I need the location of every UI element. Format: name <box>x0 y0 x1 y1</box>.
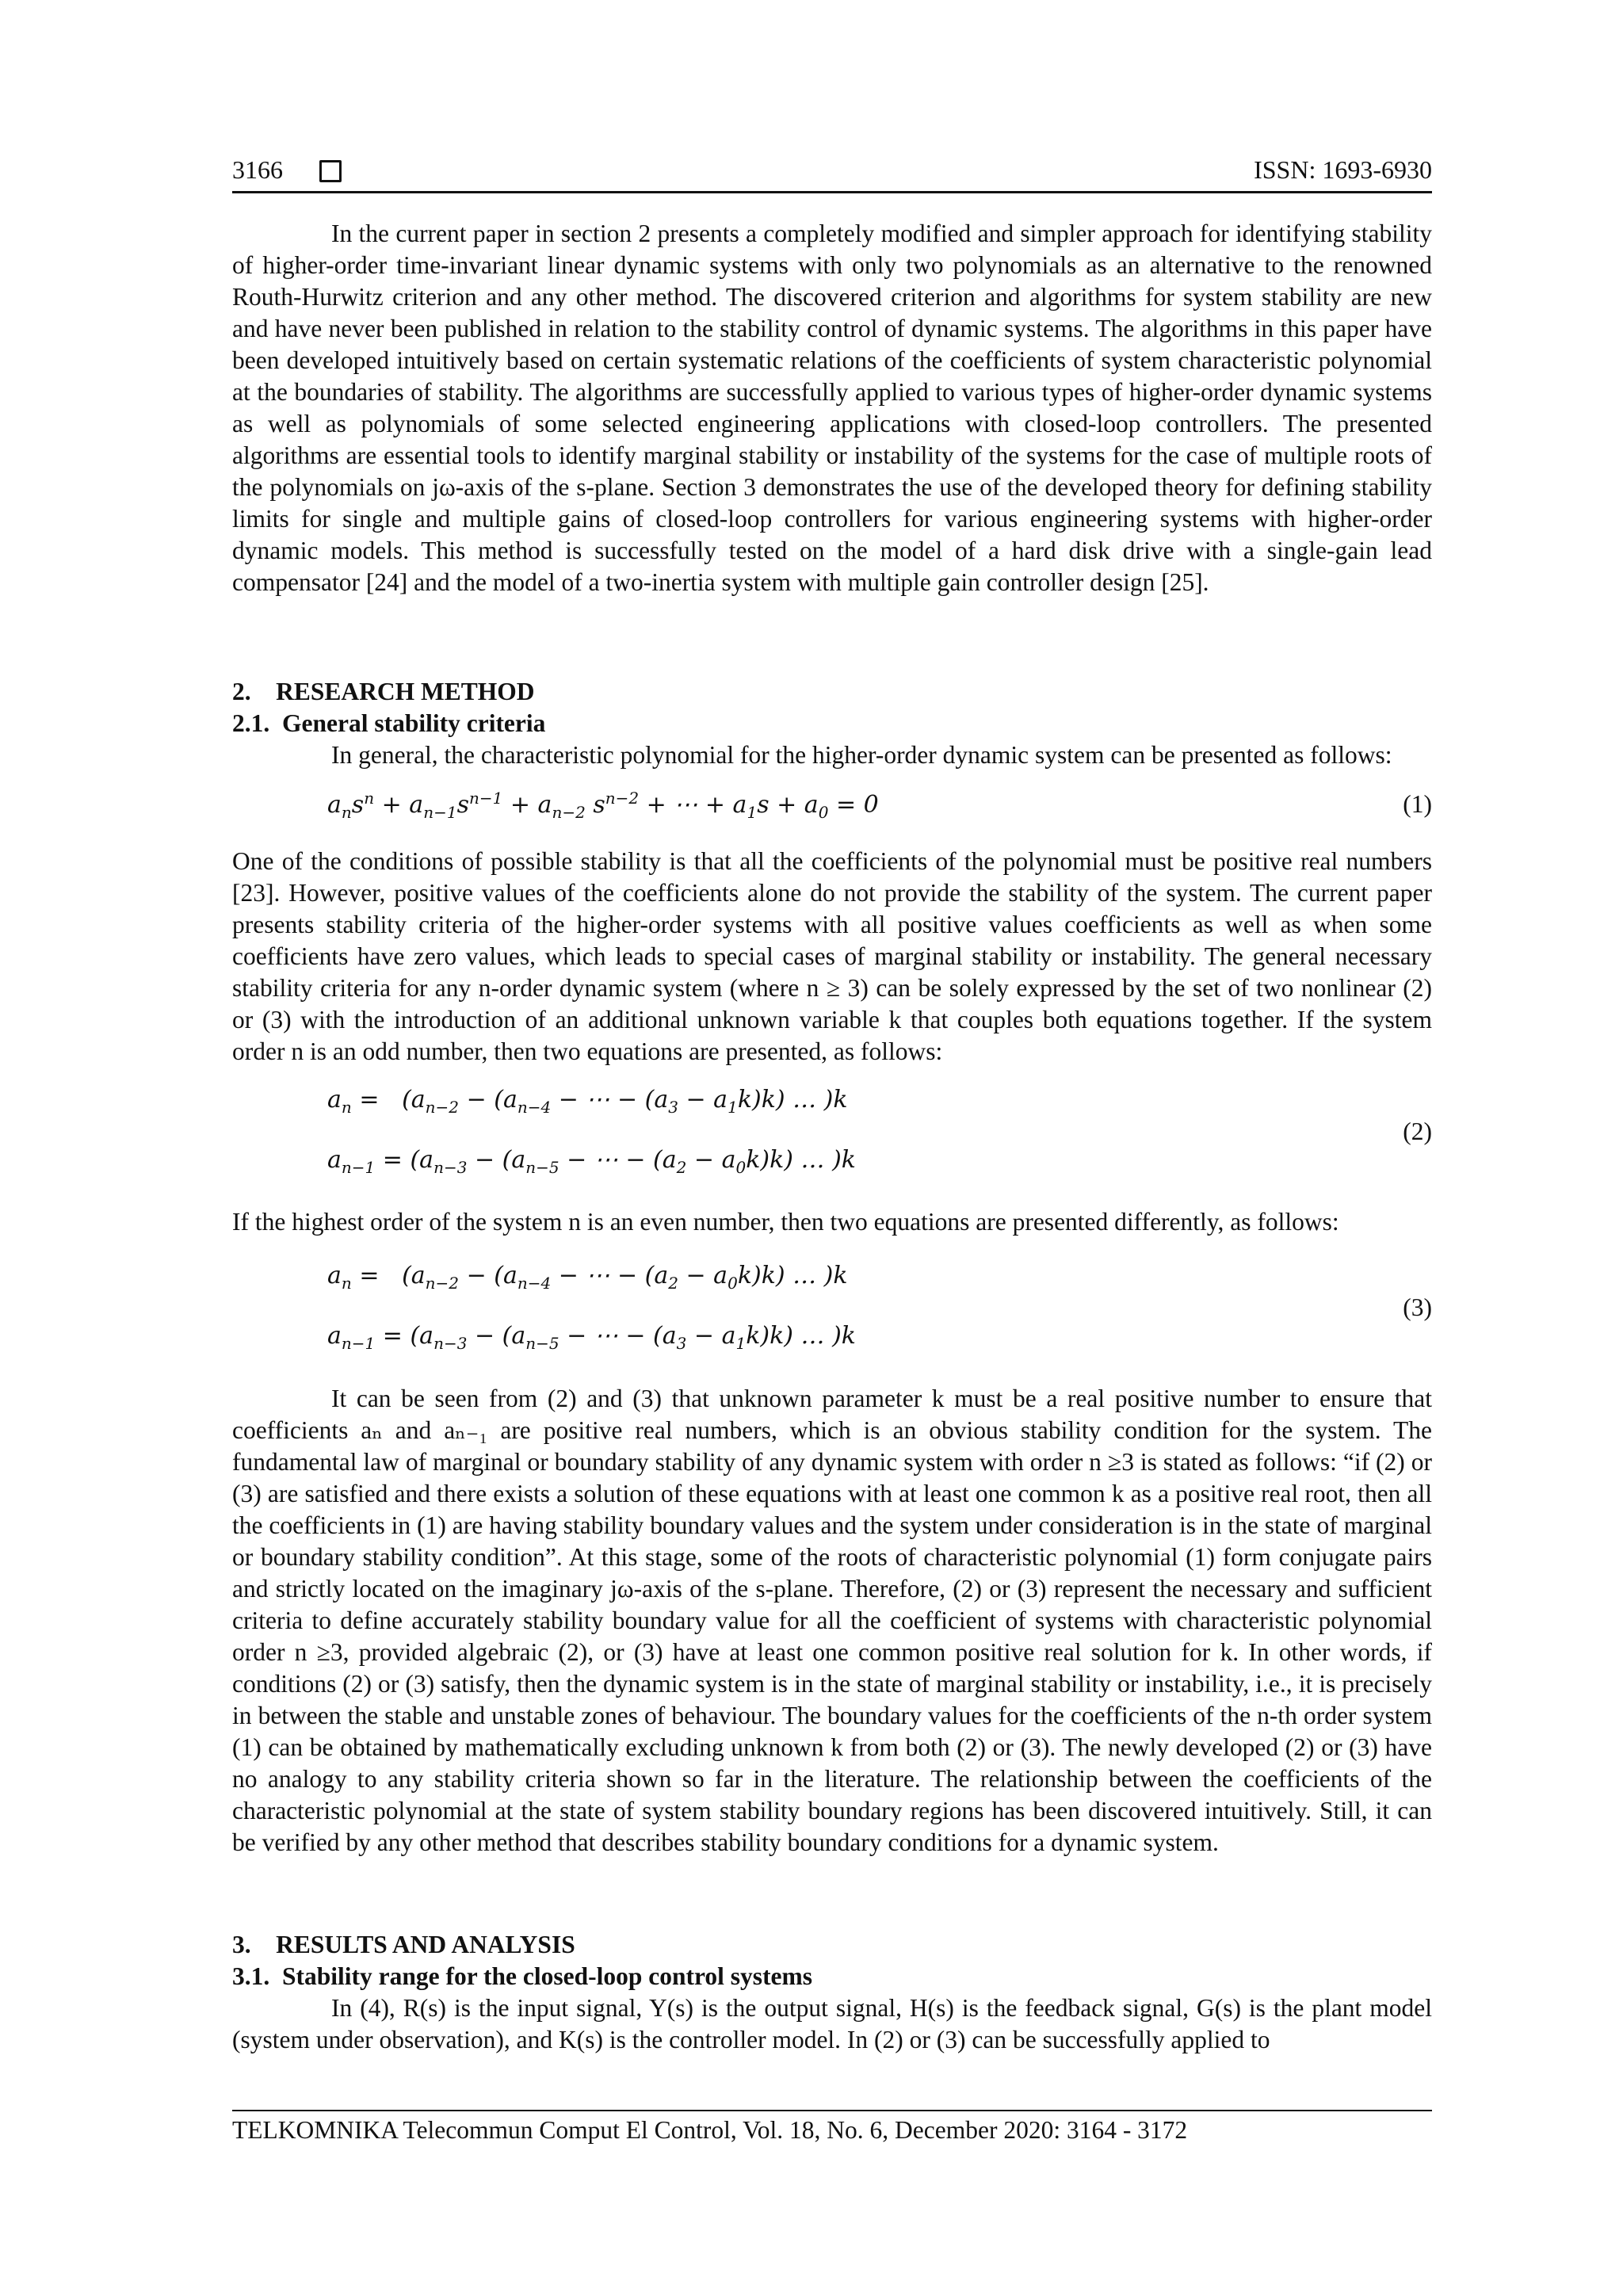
equation-2-line-1: $a_n = (a_{n-2} - (a_{n-4}$ − ⋯ − $(a_3 - a_1k)k$) … )k <box>327 1086 848 1117</box>
issn-label: ISSN: 1693-6930 <box>1254 155 1432 184</box>
equation-1-number: (1) <box>1403 790 1432 818</box>
boundary-law-paragraph: It can be seen from (2) and (3) that unknown parameter k must be a real positive number to ensure that coefficients aₙ and aₙ₋₁ are positive real numbers, which is an obvious stability condition for the system. The fundamental law of marginal or boundary stability of any dynamic system with order n ≥3 is stated as follows: “if (2) or (3) are satisfied and there exists a solution of these equations with at least one common k as a positive real root, then all the coefficients in (1) are having stability boundary values and the system under consideration is in the state of marginal or boundary stability condition”. At this stage, some of the roots of characteristic polynomial (1) form conjugate pairs and strictly located on the imaginary jω-axis of the s-plane. Therefore, (2) or (3) represent the necessary and sufficient criteria to define accurately stability boundary value for all the coefficient of systems with characteristic polynomial order n ≥3, provided algebraic (2), or (3) have at least one common positive real solution for k. In other words, if conditions (2) or (3) satisfy, then the dynamic system is in the state of marginal stability or instability, i.e., it is precisely in between the stable and unstable zones of behaviour. The boundary values for the coefficients of the n-th order system (1) can be obtained by mathematically excluding unknown k from both (2) or (3). The newly developed (2) or (3) have no analogy to any stability criteria shown so far in the literature. The relationship between the coefficients of the characteristic polynomial at the state of system stability boundary regions has been discovered intuitively. Still, it can be verified by any other method that describes stability boundary conditions for a dynamic system. <box>232 1385 1432 1856</box>
square-icon <box>319 160 342 182</box>
header-rule <box>232 191 1432 193</box>
lead-text <box>232 739 1432 771</box>
equation-3-number: (3) <box>1403 1293 1432 1321</box>
criteria-paragraph: One of the conditions of possible stability is that all the coefficients of the polynomial must be positive real numbers [23]. However, positive values of the coefficients alone do not provide the stability of the system. The current paper presents stability criteria of the higher-order systems with all positive values coefficients as well as when some coefficients have zero values, which leads to special cases of marginal stability or instability. The general necessary stability criteria for any n-order dynamic system (where n ≥ 3) can be solely expressed by the set of two nonlinear (2) or (3) with the introduction of an additional unknown variable k that couples both equations together. If the system order n is an odd number, then two equations are presented, as follows: <box>232 847 1432 1065</box>
equation-1 <box>327 789 1432 830</box>
page-number: 3166 <box>232 155 283 184</box>
equation-2-number: (2) <box>1403 1117 1432 1145</box>
equation-3-line-1: $a_n = (a_{n-2} - (a_{n-4}$ − ⋯ − $(a_2 - a_0k)k$) … )k <box>327 1262 848 1293</box>
subsection-heading-general-stability: 2.1. General stability criteria <box>232 709 546 737</box>
results-paragraph: In (4), R(s) is the input signal, Y(s) is the output signal, H(s) is the feedback signal, G(s) is the plant model (system under observation), and K(s) is the controller model. In (2) or (3) can be successfully applied to <box>232 1994 1432 2053</box>
equation-1-body: $a_ns^n + a_{n-1}s^{n-1} + a_{n-2}$ $s^{n-2}$ + ⋯ + $a_1s + a_0 = 0$ <box>327 789 879 822</box>
intro-section <box>232 218 1432 598</box>
page-header <box>232 155 1432 193</box>
footer-rule <box>232 2110 1432 2111</box>
intro-paragraph: In the current paper in section 2 presents a completely modified and simpler approach for identifying stability of higher-order time-invariant linear dynamic systems with only two polynomials as an alternative to the renowned Routh-Hurwitz criterion and any other method. The discovered criterion and algorithms for system stability are new and have never been published in relation to the stability control of dynamic systems. The algorithms in this paper have been developed intuitively based on certain systematic relations of the coefficients of system characteristic polynomial at the boundaries of stability. The algorithms are successfully applied to various types of higher-order dynamic systems as well as polynomials of some selected engineering applications with closed-loop controllers. The presented algorithms are essential tools to identify marginal stability or instability of the systems for the case of multiple roots of the polynomials on jω-axis of the s-plane. Section 3 demonstrates the use of the developed theory for defining stability limits for single and multiple gains of closed-loop controllers for various engineering systems with higher-order dynamic models. This method is successfully tested on the model of a hard disk drive with a single-gain lead compensator [24] and the model of a two-inertia system with multiple gain controller design [25]. <box>232 220 1432 596</box>
criteria-text <box>232 846 1432 1068</box>
equation-2-line-2: $a_{n-1} = (a_{n-3} - (a_{n-5}$ − ⋯ − $(a_2 - a_0k)k$) … )k <box>327 1146 856 1177</box>
footer-citation: TELKOMNIKA Telecommun Comput El Control, Vol. 18, No. 6, December 2020: 3164 - 3172 <box>232 2116 1188 2144</box>
even-order-text <box>232 1206 1432 1238</box>
section-heading-results: 3. RESULTS AND ANALYSIS <box>232 1931 575 1958</box>
equation-3 <box>327 1262 1432 1365</box>
equation-3-line-2: $a_{n-1} = (a_{n-3} - (a_{n-5}$ − ⋯ − $(a_3 - a_1k)k$) … )k <box>327 1322 856 1353</box>
lead-paragraph: In general, the characteristic polynomial for the higher-order dynamic system can be presented as follows: <box>331 741 1392 769</box>
section-heading-research-method: 2. RESEARCH METHOD <box>232 678 535 705</box>
even-order-paragraph: If the highest order of the system n is an even number, then two equations are presented differently, as follows: <box>232 1208 1339 1236</box>
results-text <box>232 1992 1432 2056</box>
subsection-heading-stability-range: 3.1. Stability range for the closed-loop control systems <box>232 1962 813 1990</box>
boundary-law-text <box>232 1383 1432 1859</box>
equation-2 <box>327 1086 1432 1189</box>
